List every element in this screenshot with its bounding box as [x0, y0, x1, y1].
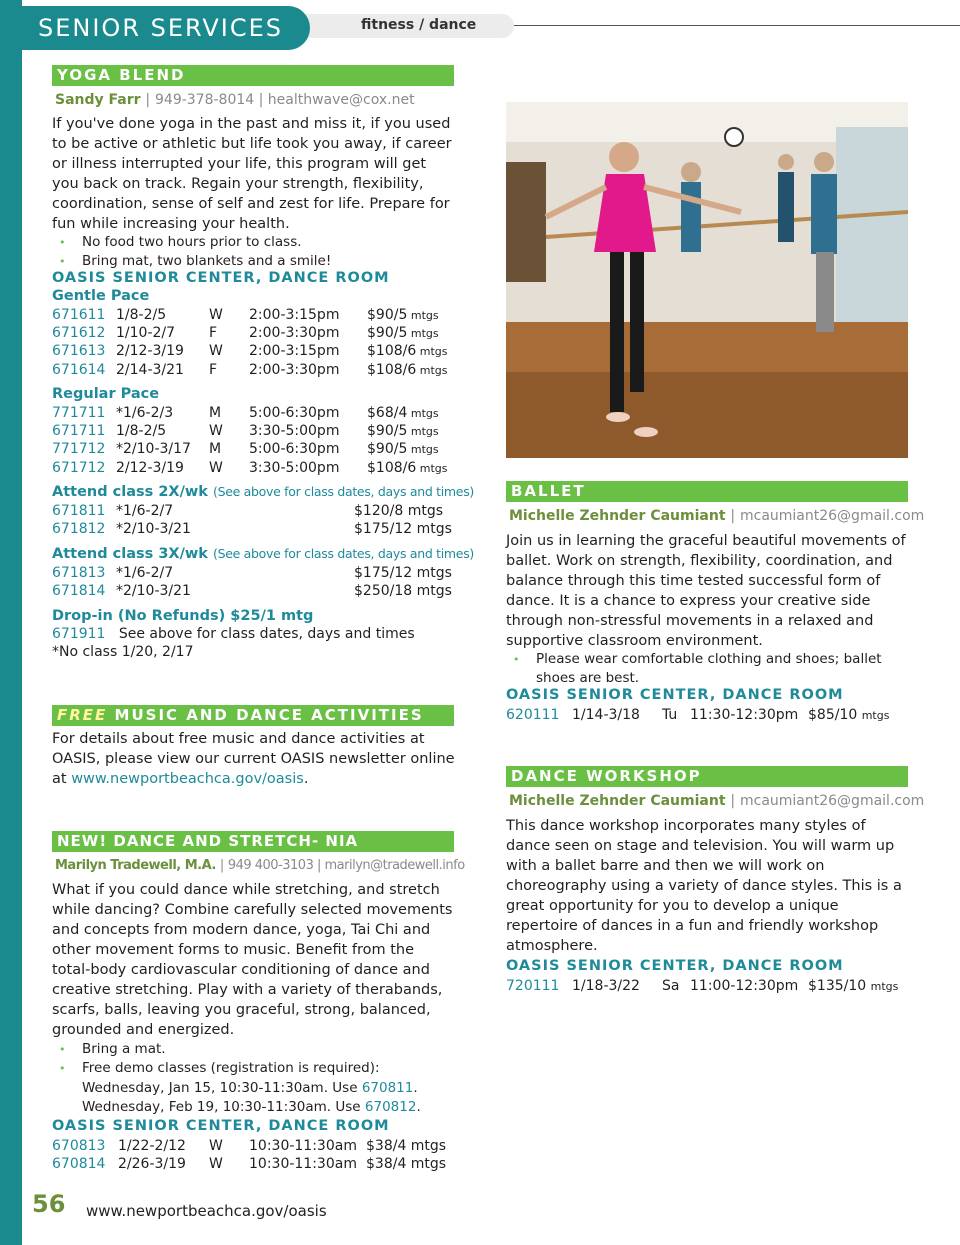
yoga-instructor-line: Sandy Farr | 949-378-8014 | healthwave@cox.net [55, 92, 415, 108]
regular-time: 5:00-6:30pm [249, 441, 340, 458]
workshop-time: 11:00-12:30pm [690, 978, 799, 994]
regular-code[interactable]: 771711 [52, 405, 106, 421]
nia-time: 10:30-11:30am [249, 1156, 357, 1173]
gentle-fee-amount: $108/6 [367, 343, 417, 360]
attend3-code[interactable]: 671813 [52, 565, 106, 581]
gentle-day: W [209, 343, 223, 360]
ballet-fee-unit: mtgs [861, 709, 890, 722]
gentle-time: 2:00-3:15pm [249, 343, 340, 360]
gentle-dates: 2/12-3/19 [116, 343, 184, 360]
workshop-day: Sa [662, 978, 680, 994]
workshop-code[interactable]: 720111 [506, 978, 560, 994]
regular-fee [367, 459, 448, 478]
regular-fee [367, 440, 439, 459]
nia-instructor-line: Marilyn Tradewell, M.A. | 949 400-3103 | marilyn@tradewell.info [55, 858, 465, 873]
ballet-class-illustration [506, 102, 908, 458]
workshop-title: DANCE WORKSHOP [511, 767, 702, 785]
gentle-code[interactable]: 671611 [52, 307, 106, 323]
gentle-dates: 1/10-2/7 [116, 325, 176, 342]
ballet-fee-amount: $85/10 [808, 707, 858, 723]
ballet-time: 11:30-12:30pm [690, 707, 799, 723]
yoga-contact[interactable]: 949-378-8014 | healthwave@cox.net [155, 92, 415, 108]
regular-fee-amount: $108/6 [367, 459, 417, 476]
attend2-note: (See above for class dates, days and times) [213, 484, 474, 499]
regular-code[interactable]: 771712 [52, 441, 106, 458]
ballet-dates: 1/14-3/18 [572, 707, 640, 723]
gentle-code[interactable]: 671614 [52, 361, 106, 378]
gentle-time: 2:00-3:30pm [249, 361, 340, 378]
nia-title: NEW! DANCE AND STRETCH- NIA [57, 832, 359, 850]
nia-demo2: Wednesday, Feb 19, 10:30-11:30am. Use [82, 1099, 365, 1115]
ballet-day: Tu [662, 707, 678, 723]
page-number: 56 [32, 1190, 66, 1218]
gentle-day: W [209, 307, 223, 323]
no-class-note: *No class 1/20, 2/17 [52, 644, 194, 660]
attend3-label: Attend class 3X/wk [52, 546, 208, 562]
ballet-code[interactable]: 620111 [506, 707, 560, 723]
gentle-fee [367, 324, 439, 343]
nia-demo2-code[interactable]: 670812 [364, 1099, 417, 1115]
nia-code[interactable]: 670813 [52, 1138, 106, 1154]
gentle-fee-unit: mtgs [416, 363, 448, 377]
gentle-code[interactable]: 671612 [52, 325, 106, 342]
free-text-before: For details about free music and dance activities at OASIS, please view our current OASIS newsletter online at [52, 731, 455, 787]
gentle-day: F [209, 361, 218, 378]
nia-day: W [209, 1156, 223, 1173]
ballet-title-bar [506, 481, 908, 502]
gentle-dates: 1/8-2/5 [116, 307, 167, 323]
gentle-fee [367, 361, 448, 380]
regular-fee-amount: $90/5 [367, 441, 408, 458]
page-header-title: SENIOR SERVICES [38, 14, 284, 42]
ballet-contact[interactable]: mcaumiant26@gmail.com [739, 508, 925, 524]
regular-day: W [209, 423, 223, 440]
regular-time: 5:00-6:30pm [249, 405, 340, 421]
gentle-fee [367, 306, 439, 325]
attend3-fee: $250/18 mtgs [354, 583, 452, 600]
ballet-class-photo [506, 102, 908, 458]
yoga-instructor: Sandy Farr [55, 92, 141, 108]
attend2-label: Attend class 2X/wk [52, 484, 208, 500]
dropin-row [52, 626, 415, 642]
attend2-dates: *2/10-3/21 [116, 521, 191, 538]
dropin-label: Drop-in (No Refunds) $25/1 mtg [52, 608, 314, 624]
nia-time: 10:30-11:30am [249, 1138, 357, 1154]
regular-fee-amount: $68/4 [367, 405, 408, 421]
gentle-time: 2:00-3:30pm [249, 325, 340, 342]
ballet-fee [808, 706, 889, 725]
yoga-bullet: • No food two hours prior to class. [52, 233, 456, 252]
yoga-location: OASIS SENIOR CENTER, DANCE ROOM [52, 270, 390, 286]
workshop-dates: 1/18-3/22 [572, 978, 640, 994]
footer-url[interactable]: www.newportbeachca.gov/oasis [86, 1202, 327, 1220]
regular-fee-unit: mtgs [416, 461, 448, 475]
workshop-fee-amount: $135/10 [808, 978, 867, 994]
ballet-instructor-line: Michelle Zehnder Caumiant | mcaumiant26@gmail.com [509, 508, 925, 524]
gentle-fee-unit: mtgs [407, 309, 439, 322]
gentle-time: 2:00-3:15pm [249, 307, 340, 323]
attend2-code[interactable]: 671811 [52, 503, 106, 519]
regular-fee-amount: $90/5 [367, 423, 408, 440]
workshop-title-bar [506, 766, 908, 787]
gentle-fee-amount: $108/6 [367, 361, 417, 378]
nia-instructor: Marilyn Tradewell, M.A. [55, 858, 216, 873]
attend2-fee: $175/12 mtgs [354, 521, 452, 538]
nia-contact[interactable]: 949 400-3103 | marilyn@tradewell.info [227, 858, 465, 873]
nia-dates: 1/22-2/12 [118, 1138, 186, 1154]
ballet-title: BALLET [511, 482, 586, 500]
nia-demo1: Wednesday, Jan 15, 10:30-11:30am. Use [82, 1079, 362, 1096]
gentle-fee-amount: $90/5 [367, 307, 408, 323]
regular-fee-unit: mtgs [407, 443, 439, 457]
nia-dates: 2/26-3/19 [118, 1156, 186, 1173]
attend3-dates: *2/10-3/21 [116, 583, 191, 600]
gentle-fee [367, 342, 448, 361]
header-rule [514, 25, 960, 26]
nia-bullet: • Free demo classes (registration is required): Wednesday, Jan 15, 10:30-11:30am. Use 670811. Wednesday, Feb 19, 10:30-11:30am. Use 670812. [52, 1059, 456, 1118]
attend3-fee: $175/12 mtgs [354, 565, 452, 581]
workshop-instructor: Michelle Zehnder Caumiant [509, 793, 726, 809]
workshop-contact[interactable]: mcaumiant26@gmail.com [739, 793, 925, 809]
nia-location: OASIS SENIOR CENTER, DANCE ROOM [52, 1118, 390, 1134]
yoga-title-bar [52, 65, 454, 86]
nia-bullets [52, 1040, 456, 1118]
ballet-instructor: Michelle Zehnder Caumiant [509, 508, 726, 524]
attend3-dates: *1/6-2/7 [116, 565, 174, 581]
nia-fee: $38/4 mtgs [366, 1156, 447, 1173]
regular-code[interactable]: 671712 [52, 459, 106, 476]
nia-description: What if you could dance while stretching, and stretch while dancing? Combine carefully selected movements and concepts from modern dance, yoga, Tai Chi and other movement forms to music. Benefit from the total-body cardiovascular conditioning of dance and creative stretching. Play with a variety of therabands, scarfs, balls, leaving you graceful, strong, balanced, grounded and energized. [52, 882, 453, 1038]
ballet-bullet: • Please wear comfortable clothing and shoes; ballet shoes are best. [506, 650, 908, 688]
nia-fee: $38/4 mtgs [366, 1138, 447, 1154]
gentle-fee-unit: mtgs [416, 345, 448, 359]
gentle-fee-unit: mtgs [407, 327, 439, 341]
regular-time: 3:30-5:00pm [249, 459, 340, 476]
regular-fee [367, 422, 439, 441]
nia-demo1-code[interactable]: 670811 [361, 1079, 414, 1096]
attend2-fee: $120/8 mtgs [354, 503, 444, 519]
attend2-code[interactable]: 671812 [52, 521, 106, 538]
nia-bullet: • Bring a mat. [52, 1040, 456, 1059]
workshop-fee-unit: mtgs [870, 980, 899, 993]
dropin-code[interactable]: 671911 [52, 626, 106, 642]
attend3-label-line [52, 546, 474, 562]
nia-code[interactable]: 670814 [52, 1156, 106, 1173]
workshop-instructor-line: Michelle Zehnder Caumiant | mcaumiant26@gmail.com [509, 793, 925, 809]
attend3-note: (See above for class dates, days and times) [213, 546, 474, 561]
gentle-fee-amount: $90/5 [367, 325, 408, 342]
nia-day: W [209, 1138, 223, 1154]
regular-fee-unit: mtgs [407, 425, 439, 439]
regular-time: 3:30-5:00pm [249, 423, 340, 440]
oasis-newsletter-link[interactable]: www.newportbeachca.gov/oasis [71, 771, 304, 787]
gentle-code[interactable]: 671613 [52, 343, 106, 360]
workshop-fee [808, 977, 898, 996]
free-word: FREE [57, 706, 108, 724]
regular-dates: 2/12-3/19 [116, 459, 184, 476]
regular-day: M [209, 441, 222, 458]
ballet-bullets [506, 650, 908, 688]
free-activities-title-bar [52, 705, 454, 726]
regular-dates: *2/10-3/17 [116, 441, 191, 458]
workshop-description: This dance workshop incorporates many styles of dance seen on stage and television. You will warm up with a ballet barre and then we will work on choreography using a variety of dance styles. This is a great opportunity for you to develop a unique repertoire of dances in a fun and friendly workshop atmosphere. [506, 818, 902, 954]
free-activities-text [52, 729, 456, 789]
regular-code[interactable]: 671711 [52, 423, 106, 440]
gentle-day: F [209, 325, 218, 342]
regular-dates: *1/6-2/3 [116, 405, 174, 421]
regular-day: M [209, 405, 222, 421]
workshop-location: OASIS SENIOR CENTER, DANCE ROOM [506, 958, 844, 974]
regular-fee [367, 404, 439, 423]
nia-bullet-demo: Free demo classes (registration is required): [82, 1060, 380, 1076]
regular-pace-label: Regular Pace [52, 386, 160, 402]
left-sidebar-stripe [0, 0, 22, 1245]
ballet-description: Join us in learning the graceful beautiful movements of ballet. Work on strength, flexibility, coordination, and balance through this time tested successful form of dance. It is a chance to express your creative side through non-stressful movements in a relaxed and supportive classroom environment. [506, 533, 906, 649]
attend3-code[interactable]: 671814 [52, 583, 106, 600]
gentle-dates: 2/14-3/21 [116, 361, 184, 378]
dropin-text: See above for class dates, days and times [118, 626, 415, 642]
yoga-description: If you've done yoga in the past and miss it, if you used to be active or athletic but life took you away, if career or illness interrupted your life, this program will get you back on track. Regain your strength, flexibility, coordination, sense of self and zest for life. Prepare for fun while increasing your health. [52, 116, 452, 232]
attend2-label-line [52, 484, 474, 500]
page-header-section: fitness / dance [361, 17, 477, 33]
free-text-after: . [303, 771, 309, 787]
yoga-title: YOGA BLEND [57, 66, 186, 84]
yoga-bullet: • Bring mat, two blankets and a smile! [52, 252, 456, 271]
gentle-pace-label: Gentle Pace [52, 288, 150, 304]
nia-title-bar [52, 831, 454, 852]
attend2-dates: *1/6-2/7 [116, 503, 174, 519]
regular-day: W [209, 459, 223, 476]
regular-dates: 1/8-2/5 [116, 423, 167, 440]
regular-fee-unit: mtgs [407, 407, 439, 420]
free-title: MUSIC AND DANCE ACTIVITIES [114, 706, 424, 724]
ballet-location: OASIS SENIOR CENTER, DANCE ROOM [506, 687, 844, 703]
yoga-bullets [52, 233, 456, 271]
